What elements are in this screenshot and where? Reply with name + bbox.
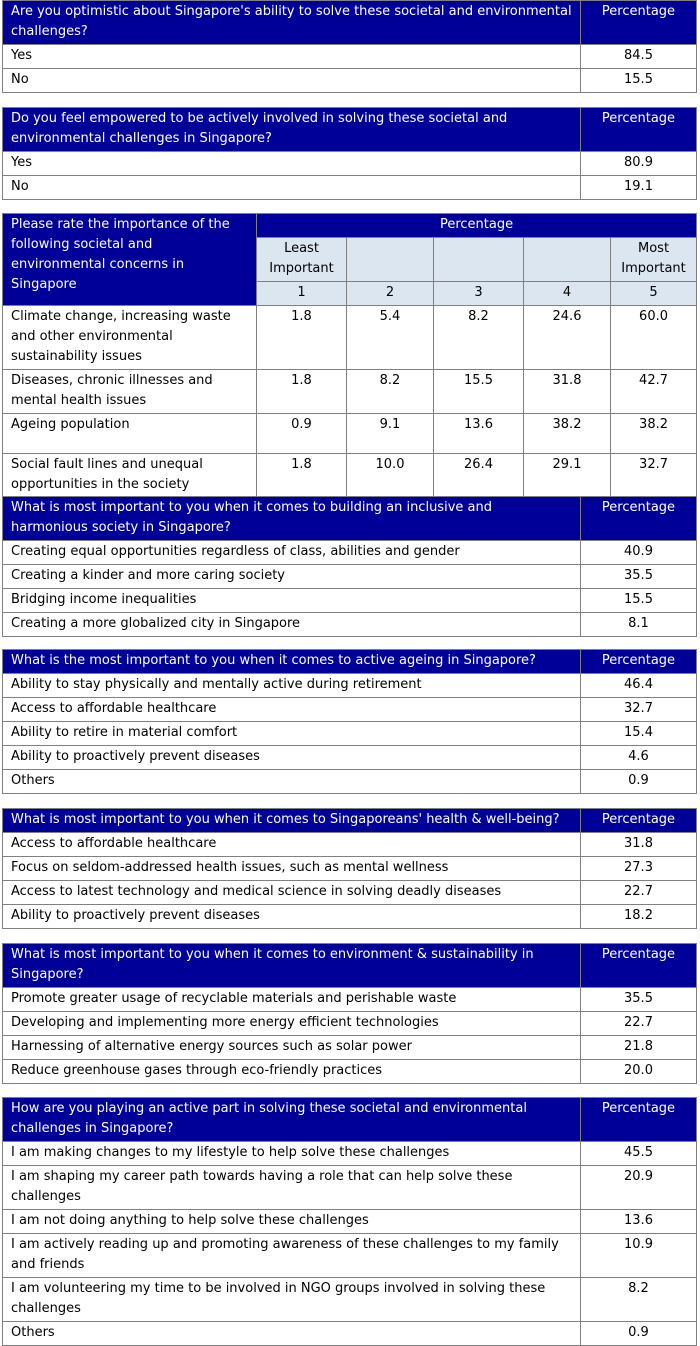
- scale-number: 5: [611, 282, 697, 306]
- row-label: Creating a kinder and more caring society: [3, 565, 581, 589]
- question-header: Please rate the importance of the following societal and environmental concerns in Singapore: [3, 214, 257, 306]
- table-row: [3, 746, 697, 770]
- row-label: Others: [3, 770, 581, 794]
- question-header: What is most important to you when it comes to building an inclusive and harmonious society in Singapore?: [3, 497, 581, 541]
- row-value: 80.9: [581, 152, 697, 176]
- row-value: 8.2: [434, 306, 524, 370]
- row-value: 40.9: [581, 541, 697, 565]
- row-label: Developing and implementing more energy efficient technologies: [3, 1012, 581, 1036]
- row-label: I am not doing anything to help solve these challenges: [3, 1210, 581, 1234]
- table-row: [3, 988, 697, 1012]
- percentage-header: Percentage: [581, 1098, 697, 1142]
- row-label: Bridging income inequalities: [3, 589, 581, 613]
- table-row: [3, 565, 697, 589]
- percentage-header: Percentage: [257, 214, 697, 238]
- row-label: Ageing population: [3, 414, 257, 454]
- table-row: [3, 589, 697, 613]
- row-label: Others: [3, 1322, 581, 1346]
- table-row: [3, 770, 697, 794]
- most-important-label: Most Important: [611, 238, 697, 282]
- row-value: 15.4: [581, 722, 697, 746]
- row-value: 22.7: [581, 881, 697, 905]
- row-label: Social fault lines and unequal opportunities in the society: [3, 454, 257, 498]
- question-header: What is most important to you when it comes to environment & sustainability in Singapore?: [3, 944, 581, 988]
- scale-number: 4: [524, 282, 611, 306]
- table-row: [3, 370, 697, 414]
- row-value: 46.4: [581, 674, 697, 698]
- row-value: 15.5: [581, 69, 697, 93]
- table-row: [3, 1060, 697, 1084]
- scale-blank: [434, 238, 524, 282]
- row-value: 31.8: [581, 833, 697, 857]
- row-value: 5.4: [347, 306, 434, 370]
- row-label: Access to affordable healthcare: [3, 698, 581, 722]
- row-value: 1.8: [257, 454, 347, 498]
- row-value: 60.0: [611, 306, 697, 370]
- percentage-header: Percentage: [581, 809, 697, 833]
- row-value: 38.2: [611, 414, 697, 454]
- table-row: [3, 1142, 697, 1166]
- table-row: [3, 1210, 697, 1234]
- row-value: 9.1: [347, 414, 434, 454]
- scale-number: 3: [434, 282, 524, 306]
- row-value: 84.5: [581, 45, 697, 69]
- row-value: 32.7: [581, 698, 697, 722]
- row-value: 21.8: [581, 1036, 697, 1060]
- table-row: [3, 454, 697, 498]
- row-value: 27.3: [581, 857, 697, 881]
- row-label: Ability to proactively prevent diseases: [3, 905, 581, 929]
- table-row: [3, 722, 697, 746]
- table-row: [3, 45, 697, 69]
- row-label: I am shaping my career path towards having a role that can help solve these challenges: [3, 1166, 581, 1210]
- empowerment-table: [2, 107, 697, 200]
- row-label: Access to latest technology and medical science in solving deadly diseases: [3, 881, 581, 905]
- scale-number: 1: [257, 282, 347, 306]
- row-label: Diseases, chronic illnesses and mental health issues: [3, 370, 257, 414]
- row-label: Creating a more globalized city in Singapore: [3, 613, 581, 637]
- table-row: [3, 674, 697, 698]
- row-value: 15.5: [581, 589, 697, 613]
- table-row: [3, 1166, 697, 1210]
- table-row: [3, 1012, 697, 1036]
- table-row: [3, 881, 697, 905]
- row-value: 0.9: [581, 1322, 697, 1346]
- table-row: [3, 176, 697, 200]
- row-value: 26.4: [434, 454, 524, 498]
- row-label: Ability to stay physically and mentally active during retirement: [3, 674, 581, 698]
- row-value: 32.7: [611, 454, 697, 498]
- question-header: What is most important to you when it comes to Singaporeans' health & well-being?: [3, 809, 581, 833]
- row-value: 10.0: [347, 454, 434, 498]
- row-value: 1.8: [257, 370, 347, 414]
- importance-rating-table: [2, 213, 697, 498]
- optimism-table: [2, 0, 697, 93]
- active-part-table: [2, 1097, 697, 1346]
- row-value: 45.5: [581, 1142, 697, 1166]
- row-value: 0.9: [581, 770, 697, 794]
- percentage-header: Percentage: [581, 944, 697, 988]
- row-label: Access to affordable healthcare: [3, 833, 581, 857]
- row-label: Creating equal opportunities regardless of class, abilities and gender: [3, 541, 581, 565]
- table-row: [3, 905, 697, 929]
- row-value: 20.0: [581, 1060, 697, 1084]
- row-value: 29.1: [524, 454, 611, 498]
- environment-sustainability-table: [2, 943, 697, 1084]
- row-value: 35.5: [581, 988, 697, 1012]
- question-header: How are you playing an active part in solving these societal and environmental challenges in Singapore?: [3, 1098, 581, 1142]
- question-header: Are you optimistic about Singapore's ability to solve these societal and environmental challenges?: [3, 1, 581, 45]
- table-row: [3, 1036, 697, 1060]
- row-value: 22.7: [581, 1012, 697, 1036]
- row-value: 20.9: [581, 1166, 697, 1210]
- row-label: Harnessing of alternative energy sources such as solar power: [3, 1036, 581, 1060]
- row-value: 31.8: [524, 370, 611, 414]
- row-value: 8.1: [581, 613, 697, 637]
- question-header: What is the most important to you when it comes to active ageing in Singapore?: [3, 650, 581, 674]
- scale-blank: [347, 238, 434, 282]
- row-label: I am volunteering my time to be involved in NGO groups involved in solving these challenges: [3, 1278, 581, 1322]
- table-row: [3, 1322, 697, 1346]
- row-value: 24.6: [524, 306, 611, 370]
- active-ageing-table: [2, 649, 697, 794]
- question-header: Do you feel empowered to be actively involved in solving these societal and environmental challenges in Singapore?: [3, 108, 581, 152]
- row-value: 42.7: [611, 370, 697, 414]
- row-value: 15.5: [434, 370, 524, 414]
- row-value: 8.2: [581, 1278, 697, 1322]
- table-row: [3, 152, 697, 176]
- row-label: No: [3, 69, 581, 93]
- row-label: Focus on seldom-addressed health issues, such as mental wellness: [3, 857, 581, 881]
- row-value: 10.9: [581, 1234, 697, 1278]
- row-label: I am actively reading up and promoting awareness of these challenges to my family and friends: [3, 1234, 581, 1278]
- row-value: 19.1: [581, 176, 697, 200]
- table-row: [3, 857, 697, 881]
- table-row: [3, 833, 697, 857]
- percentage-header: Percentage: [581, 650, 697, 674]
- row-label: No: [3, 176, 581, 200]
- table-row: [3, 698, 697, 722]
- row-label: Yes: [3, 45, 581, 69]
- table-row: [3, 541, 697, 565]
- table-row: [3, 1234, 697, 1278]
- row-value: 0.9: [257, 414, 347, 454]
- row-label: Ability to retire in material comfort: [3, 722, 581, 746]
- table-row: [3, 69, 697, 93]
- row-label: Promote greater usage of recyclable materials and perishable waste: [3, 988, 581, 1012]
- row-label: Climate change, increasing waste and other environmental sustainability issues: [3, 306, 257, 370]
- percentage-header: Percentage: [581, 1, 697, 45]
- table-row: [3, 613, 697, 637]
- table-row: [3, 1278, 697, 1322]
- inclusive-society-table: [2, 496, 697, 637]
- row-label: Reduce greenhouse gases through eco-friendly practices: [3, 1060, 581, 1084]
- row-value: 1.8: [257, 306, 347, 370]
- percentage-header: Percentage: [581, 108, 697, 152]
- row-label: Ability to proactively prevent diseases: [3, 746, 581, 770]
- row-label: Yes: [3, 152, 581, 176]
- row-value: 35.5: [581, 565, 697, 589]
- scale-blank: [524, 238, 611, 282]
- row-value: 13.6: [434, 414, 524, 454]
- least-important-label: Least Important: [257, 238, 347, 282]
- row-value: 18.2: [581, 905, 697, 929]
- table-row: [3, 414, 697, 454]
- row-value: 38.2: [524, 414, 611, 454]
- row-value: 8.2: [347, 370, 434, 414]
- row-label: I am making changes to my lifestyle to help solve these challenges: [3, 1142, 581, 1166]
- row-value: 4.6: [581, 746, 697, 770]
- health-wellbeing-table: [2, 808, 697, 929]
- row-value: 13.6: [581, 1210, 697, 1234]
- table-row: [3, 306, 697, 370]
- percentage-header: Percentage: [581, 497, 697, 541]
- scale-number: 2: [347, 282, 434, 306]
